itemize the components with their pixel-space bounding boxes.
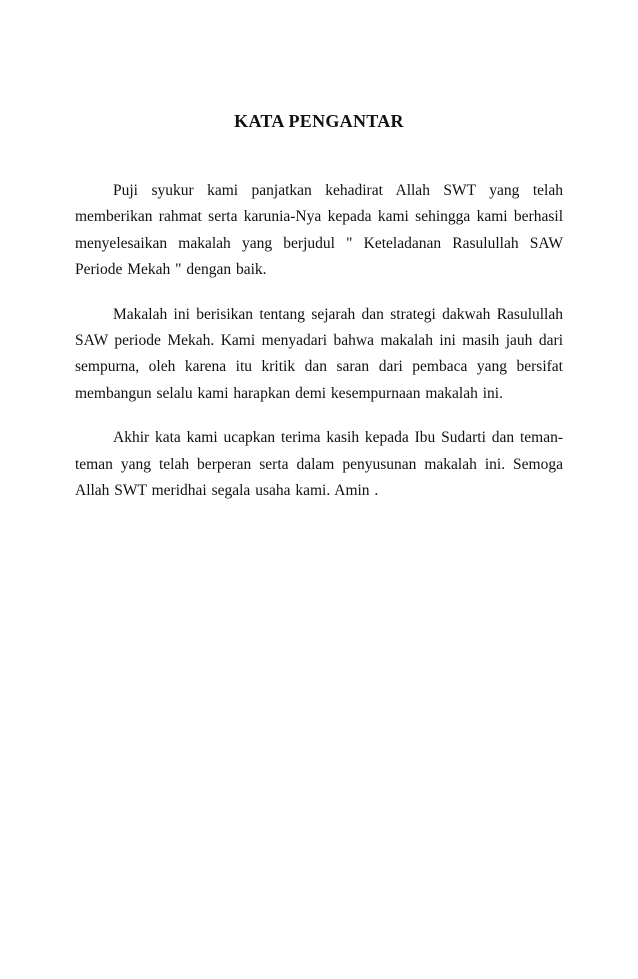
paragraph-opening: Puji syukur kami panjatkan kehadirat Allah SWT yang telah memberikan rahmat serta karunia-Nya kepada kami sehingga kami berhasil menyelesaikan makalah yang berjudul " Keteladanan Rasulullah SAW Periode Mekah " dengan baik. <box>75 182 563 279</box>
document-body <box>75 178 563 522</box>
paragraph-closing: Akhir kata kami ucapkan terima kasih kepada Ibu Sudarti dan teman-teman yang telah berperan serta dalam penyusunan makalah ini. Semoga Allah SWT meridhai segala usaha kami. Amin . <box>75 429 563 500</box>
paragraph-content: Makalah ini berisikan tentang sejarah dan strategi dakwah Rasulullah SAW periode Mekah. Kami menyadari bahwa makalah ini masih jauh dari sempurna, oleh karena itu kritik dan saran dari pembaca yang bersifat membangun selalu kami harapkan demi kesempurnaan makalah ini. <box>75 305 563 402</box>
page-title: KATA PENGANTAR <box>234 111 404 131</box>
